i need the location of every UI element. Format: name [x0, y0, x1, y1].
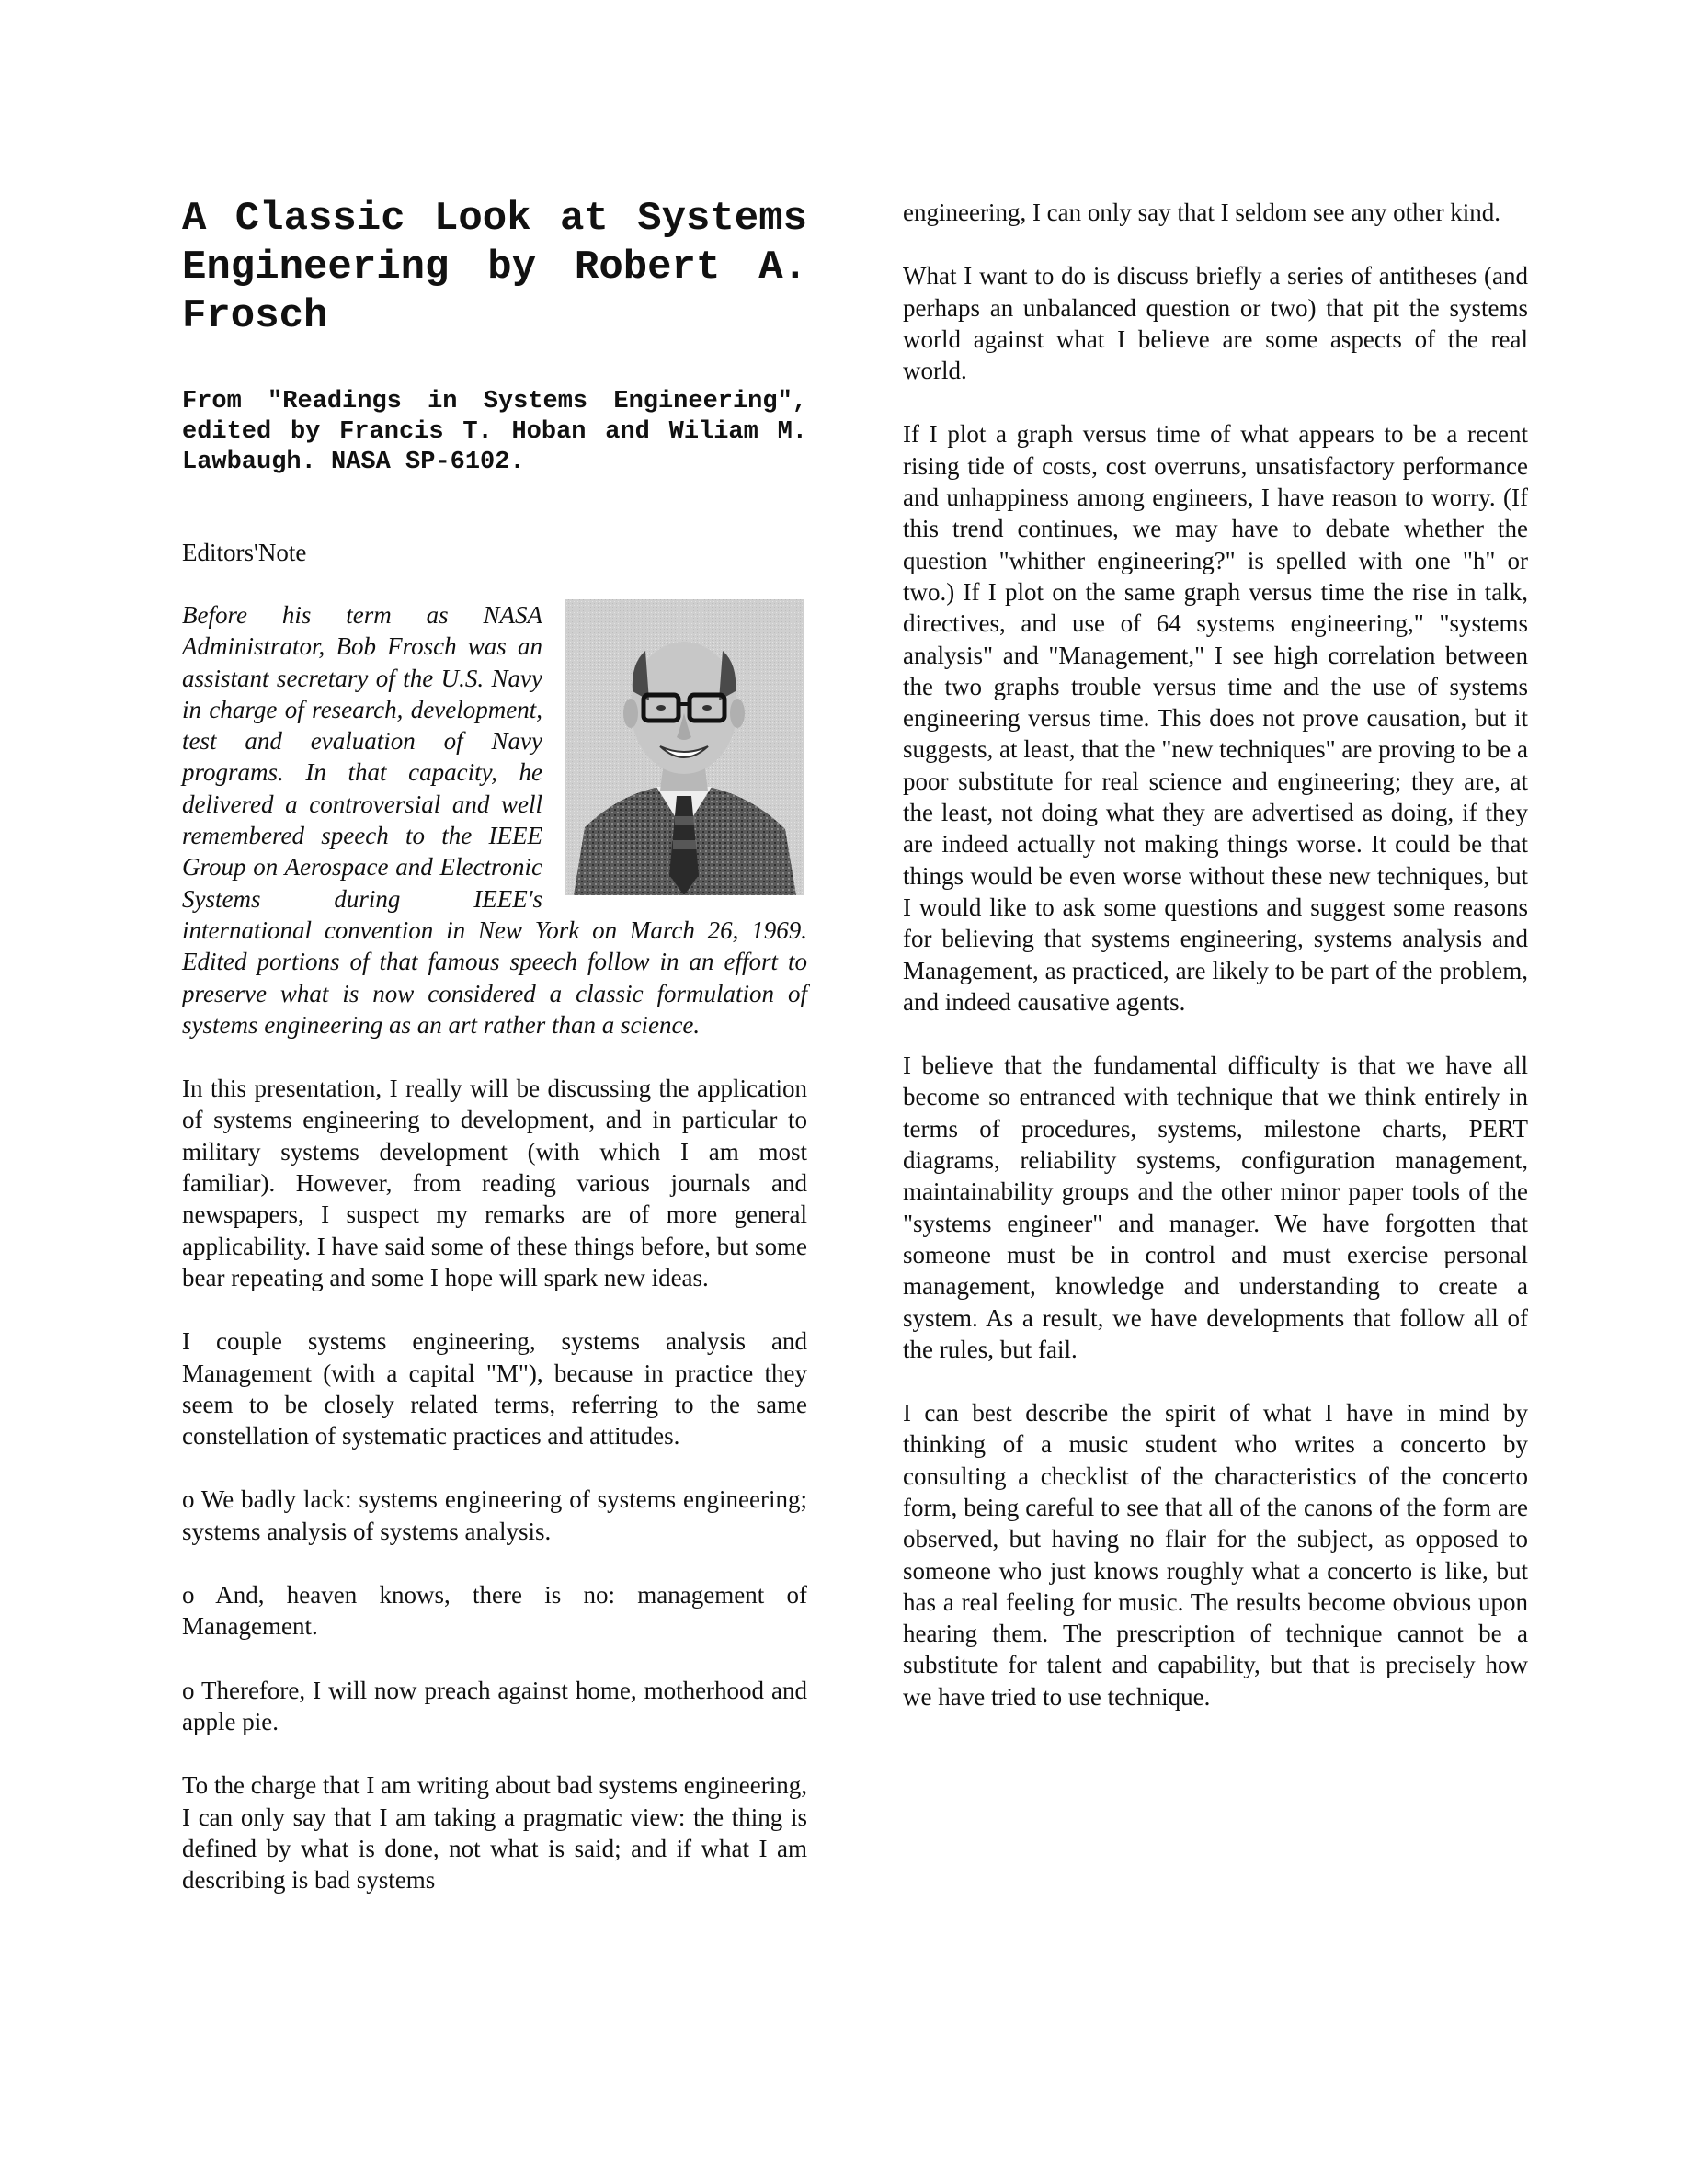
- editors-note: Before his term as NASA Administrator, Bob Frosch was an assistant secretary of the U.S. Navy in charge of research, development, test and evaluation of Navy programs. In that capacity, he delivered a controversial and well remembered speech to the IEEE Group on Aerospace and Electronic Systems during IEEE's international convention in New York on March 26, 1969. Edited portions of that famous speech follow in an effort to preserve what is now considered a classic formulation of systems engineering as an art rather than a science.: [182, 601, 807, 1039]
- right-paragraph-1: engineering, I can only say that I seldom see any other kind.: [903, 199, 1501, 226]
- left-column: [182, 195, 807, 1928]
- author-photo: [565, 599, 804, 895]
- left-paragraph-2: I couple systems engineering, systems analysis and Management (with a capital "M"), because in practice they seem to be closely related terms, referring to the same constellation of systematic practices and attitudes.: [182, 1327, 807, 1450]
- left-paragraph-3: o We badly lack: systems engineering of systems engineering; systems analysis of systems analysis.: [182, 1485, 807, 1545]
- right-paragraph-3: If I plot a graph versus time of what appears to be a recent rising tide of costs, cost overruns, unsatisfactory performance and unhappiness among engineers, I have reason to worry. (If this trend continues, we may have to debate whether the question "whither engineering?" is spelled with one "h" or two.) If I plot on the same graph versus time the rise in talk, directives, and use of 64 systems engineering," "systems analysis" and "Management," I see high correlation between the two graphs trouble versus time and the use of systems engineering versus time. This does not prove causation, but it suggests, at least, that the "new techniques" are proving to be a poor substitute for real science and engineering; they are, at the least, not doing what they are advertised as doing, if they are indeed actually not making things worse. It could be that things would be even worse without these new techniques, but I would like to ask some questions and suggest some reasons for believing that systems engineering, systems analysis and Management, as practiced, are likely to be part of the problem, and indeed causative agents.: [903, 420, 1528, 1016]
- right-paragraph-5: I can best describe the spirit of what I have in mind by thinking of a music student who writes a concerto by consulting a checklist of the characteristics of the concerto form, being careful to see that all of the canons of the form are observed, but having no flair for the subject, as opposed to someone who just knows roughly what a concerto is like, but has a real feeling for music. The results become obvious upon hearing them. The prescription of technique cannot be a substitute for talent and capability, but that is precisely how we have tried to use technique.: [903, 1399, 1528, 1711]
- right-paragraph-2: What I want to do is discuss briefly a series of antitheses (and perhaps an unbalanced question or two) that pit the systems world against what I believe are some aspects of the real world.: [903, 262, 1528, 385]
- left-paragraph-6: To the charge that I am writing about bad systems engineering, I can only say that I am taking a pragmatic view: the thing is defined by what is done, not what is said; and if what I am describing is bad systems: [182, 1771, 807, 1894]
- left-paragraph-1: In this presentation, I really will be discussing the application of systems engineering to development, and in particular to military systems development (with which I am most familiar). However, from reading various journals and newspapers, I suspect my remarks are of more general applicability. I have said some of these things before, but some bear repeating and some I hope will spark new ideas.: [182, 1075, 807, 1291]
- right-column: [903, 197, 1528, 1745]
- left-paragraph-4: o And, heaven knows, there is no: management of Management.: [182, 1581, 807, 1641]
- left-paragraph-5: o Therefore, I will now preach against home, motherhood and apple pie.: [182, 1676, 807, 1735]
- article-title: A Classic Look at Systems Engineering by Robert A. Frosch: [182, 196, 807, 339]
- source-citation: From "Readings in Systems Engineering", edited by Francis T. Hoban and Wiliam M. Lawbaugh. NASA SP-6102.: [182, 388, 807, 476]
- right-paragraph-4: I believe that the fundamental difficulty is that we have all become so entranced with technique that we think entirely in terms of procedures, systems, milestone charts, PERT diagrams, reliability systems, configuration management, maintainability groups and the other minor paper tools of the "systems engineer" and manager. We have forgotten that someone must be in control and must exercise personal management, knowledge and understanding to create a system. As a result, we have developments that follow all of the rules, but fail.: [903, 1052, 1528, 1363]
- editors-note-label: Editors'Note: [182, 539, 307, 566]
